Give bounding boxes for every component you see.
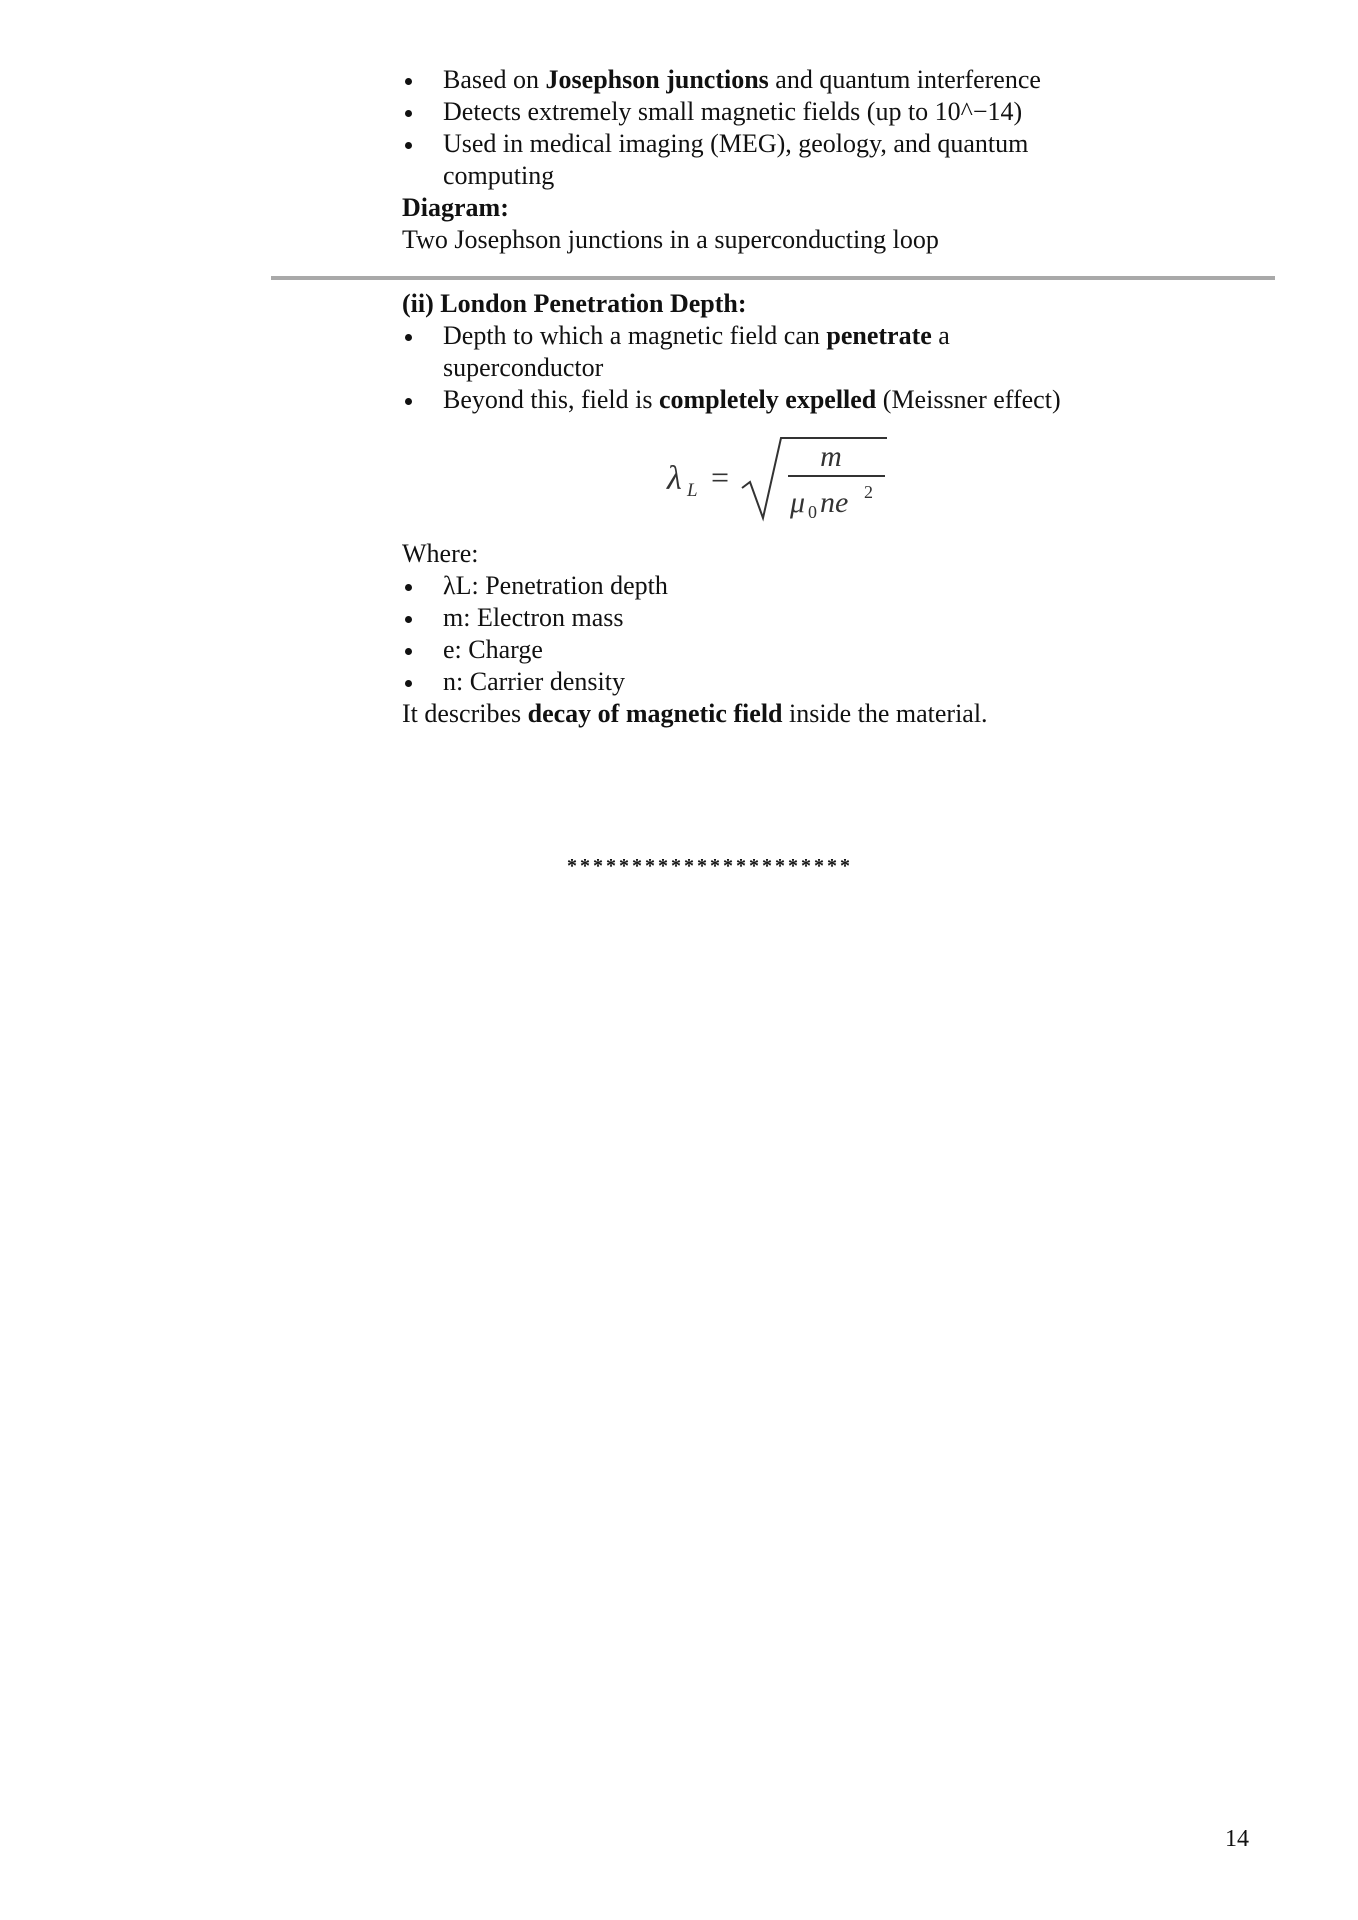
conclusion-text: It describes decay of magnetic field inside the material. [402, 699, 988, 728]
section-separator: ********************** [567, 855, 853, 877]
list-item: Detects extremely small magnetic fields (up to 10^−14) [402, 96, 1182, 128]
page-number: 14 [1225, 1826, 1249, 1852]
formula-exponent: 2 [864, 482, 873, 502]
formula-mu-subscript: 0 [808, 502, 817, 522]
formula-lambda: λ [667, 460, 682, 497]
where-list [402, 570, 1182, 698]
list-item: m: Electron mass [402, 602, 1182, 634]
list-item: Beyond this, field is completely expelled (Meissner effect) [402, 384, 1182, 416]
formula-equals: = [711, 459, 730, 495]
horizontal-divider [271, 276, 1275, 280]
list-item: λL: Penetration depth [402, 570, 1182, 602]
formula-mu: μ [790, 486, 806, 519]
diagram-heading: Diagram: [402, 193, 509, 222]
intro-bullet-list [402, 64, 1182, 192]
list-item: Used in medical imaging (MEG), geology, and quantum computing [402, 128, 1133, 192]
list-item: Depth to which a magnetic field can penetrate a superconductor [402, 320, 1003, 384]
section-bullet-list [402, 320, 1182, 416]
diagram-text: Two Josephson junctions in a superconducting loop [402, 225, 939, 254]
list-item: n: Carrier density [402, 666, 1182, 698]
section-heading: (ii) London Penetration Depth: [402, 289, 747, 318]
formula-denominator-rest: ne [820, 486, 849, 519]
list-item: Based on Josephson junctions and quantum interference [402, 64, 1182, 96]
formula-lambda-subscript: L [687, 480, 698, 501]
list-item: e: Charge [402, 634, 1182, 666]
formula-numerator: m [820, 440, 842, 473]
where-label: Where: [402, 539, 479, 568]
london-penetration-depth-formula [665, 436, 889, 522]
